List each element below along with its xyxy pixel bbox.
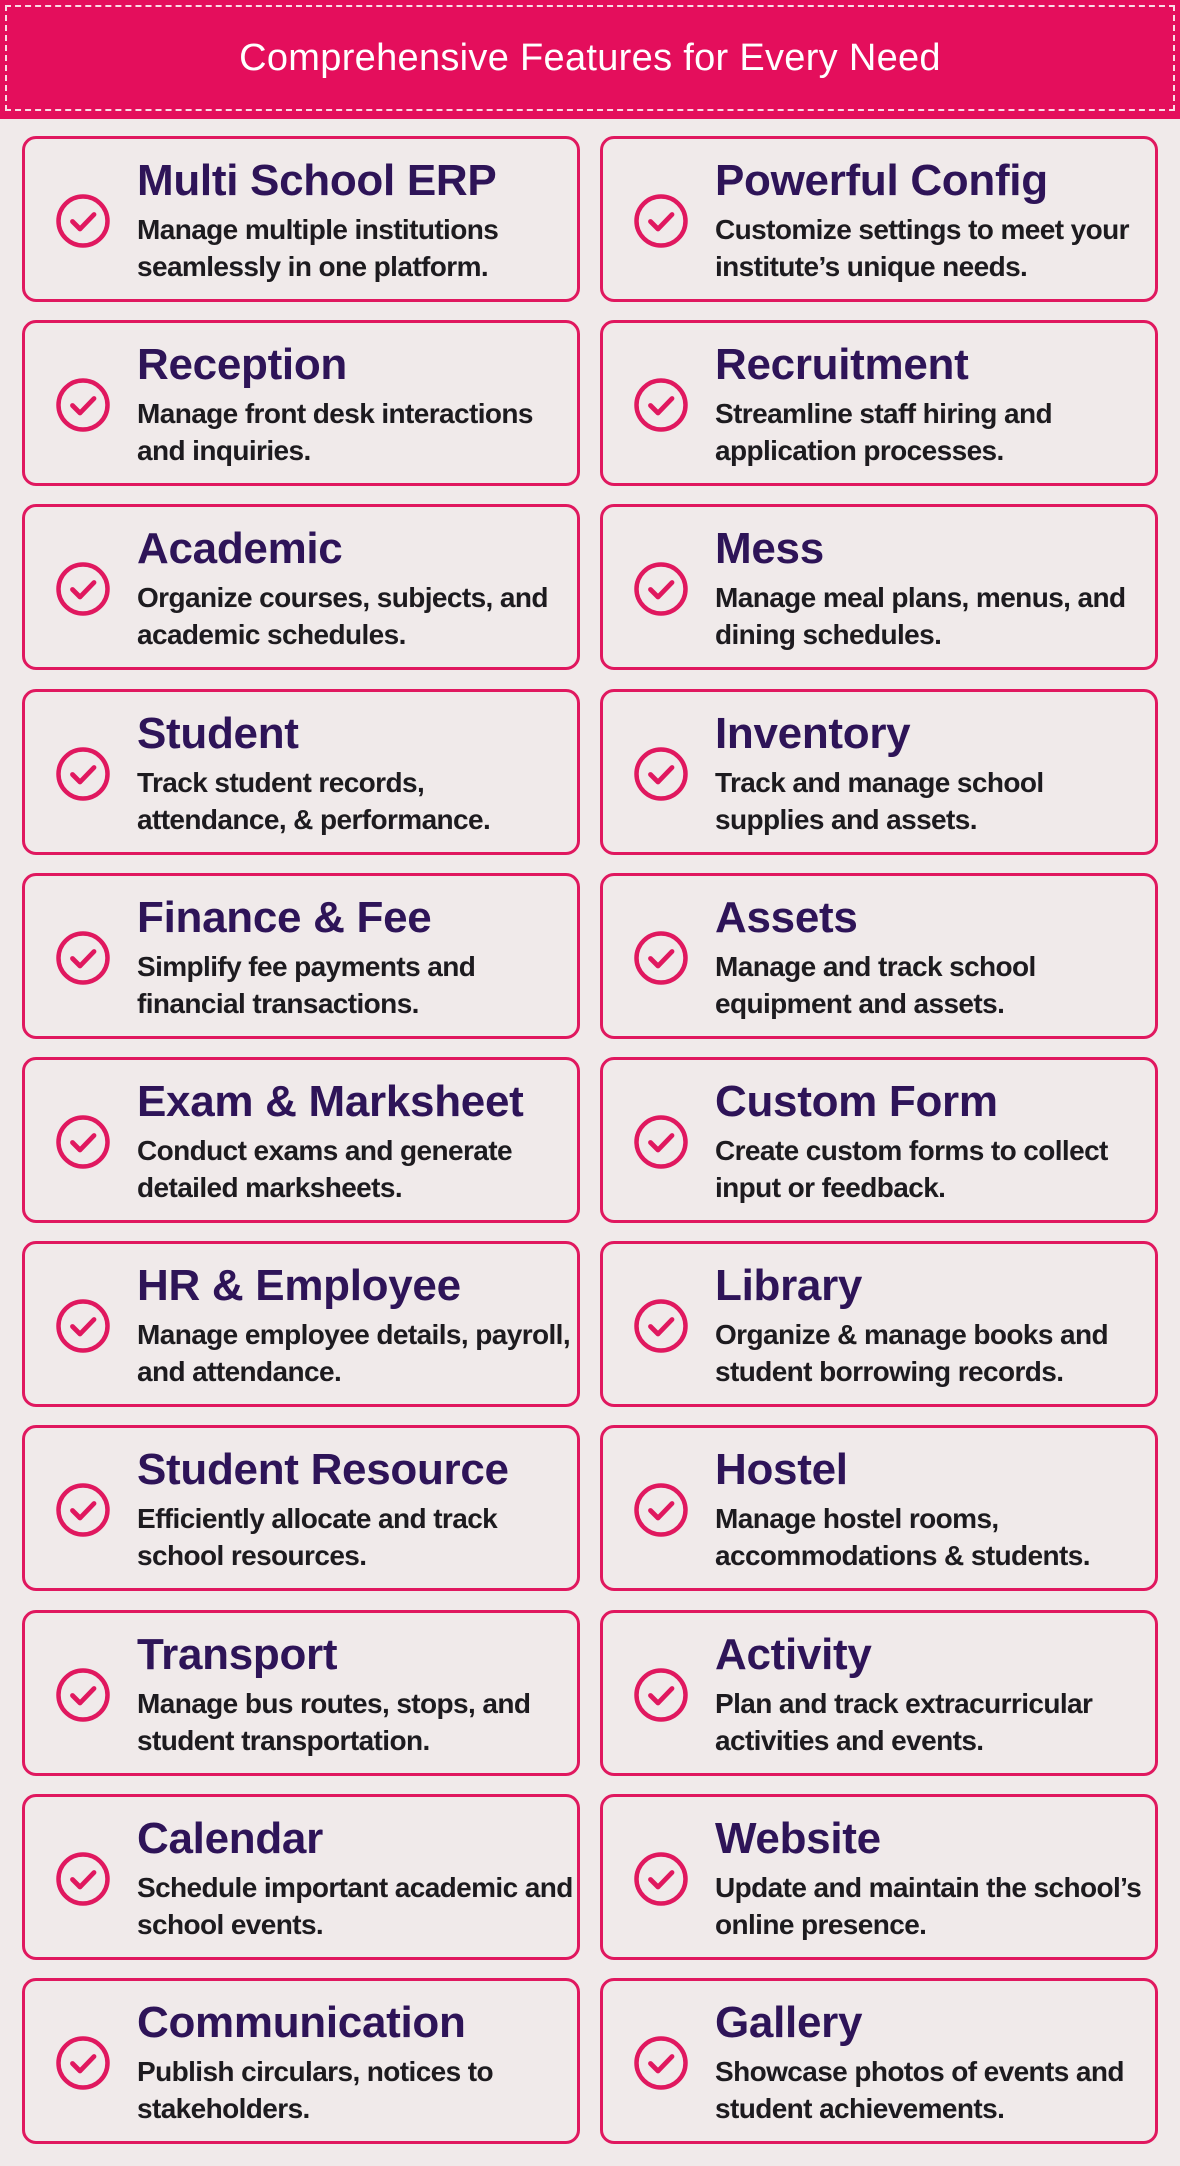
feature-card (22, 1241, 580, 1407)
feature-description: Manage hostel rooms, accommodations & students. (715, 1503, 1090, 1572)
feature-title: Powerful Config (715, 156, 1048, 205)
feature-card (22, 689, 580, 855)
check-circle-icon (633, 1851, 689, 1907)
feature-title: HR & Employee (137, 1261, 461, 1311)
check-circle-icon (55, 2035, 111, 2091)
feature-description: Showcase photos of events and student achievements. (715, 2055, 1124, 2124)
feature-title: Website (715, 1813, 881, 1863)
feature-grid (22, 136, 1158, 2144)
feature-title: Hostel (715, 1445, 848, 1495)
feature-title: Academic (137, 524, 343, 574)
feature-description: Publish circulars, notices to stakeholders. (137, 2055, 494, 2124)
feature-card (22, 1610, 580, 1776)
feature-title: Exam & Marksheet (137, 1076, 524, 1126)
check-circle-icon (633, 1114, 689, 1170)
feature-card (600, 1610, 1158, 1776)
feature-title: Multi School ERP (137, 156, 497, 205)
feature-description: Manage employee details, payroll, and attendance. (137, 1319, 571, 1388)
feature-description: Update and maintain the school’s online presence. (715, 1871, 1142, 1940)
check-circle-icon (55, 746, 111, 802)
feature-card (600, 873, 1158, 1039)
check-circle-icon (55, 561, 111, 617)
feature-card (600, 689, 1158, 855)
feature-card (22, 136, 580, 302)
feature-title: Activity (715, 1629, 872, 1679)
feature-description: Track student records, attendance, & performance. (137, 766, 491, 835)
feature-card (600, 1241, 1158, 1407)
feature-description: Manage front desk interactions and inquiries. (137, 398, 533, 467)
check-circle-icon (633, 193, 689, 249)
feature-title: Transport (137, 1629, 338, 1679)
feature-description: Create custom forms to collect input or feedback. (715, 1134, 1108, 1203)
feature-title: Mess (715, 524, 824, 574)
check-circle-icon (55, 1114, 111, 1170)
feature-description: Manage and track school equipment and assets. (715, 950, 1036, 1019)
check-circle-icon (633, 561, 689, 617)
feature-card (600, 1057, 1158, 1223)
check-circle-icon (55, 1482, 111, 1538)
feature-card (22, 320, 580, 486)
check-circle-icon (55, 193, 111, 249)
feature-title: Student (137, 708, 299, 758)
feature-description: Customize settings to meet your institute’s unique needs. (715, 214, 1129, 282)
feature-card (600, 504, 1158, 670)
feature-card (600, 1425, 1158, 1591)
feature-description: Efficiently allocate and track school resources. (137, 1503, 498, 1572)
feature-card (22, 1794, 580, 1960)
check-circle-icon (633, 1298, 689, 1354)
header-banner (0, 0, 1180, 119)
feature-card (22, 1425, 580, 1591)
feature-title: Calendar (137, 1813, 323, 1863)
feature-title: Inventory (715, 708, 911, 758)
check-circle-icon (633, 746, 689, 802)
check-circle-icon (55, 930, 111, 986)
feature-title: Student Resource (137, 1445, 509, 1495)
check-circle-icon (55, 1851, 111, 1907)
feature-title: Assets (715, 892, 858, 942)
feature-card (22, 873, 580, 1039)
check-circle-icon (55, 377, 111, 433)
feature-description: Manage meal plans, menus, and dining schedules. (715, 582, 1126, 651)
check-circle-icon (633, 377, 689, 433)
feature-title: Communication (137, 1997, 466, 2047)
feature-card (22, 1057, 580, 1223)
feature-description: Conduct exams and generate detailed marksheets. (137, 1134, 512, 1203)
check-circle-icon (55, 1298, 111, 1354)
check-circle-icon (633, 1482, 689, 1538)
feature-card (22, 1978, 580, 2144)
page-title: Comprehensive Features for Every Need (239, 36, 941, 79)
feature-card (600, 136, 1158, 302)
check-circle-icon (633, 2035, 689, 2091)
feature-description: Plan and track extracurricular activities and events. (715, 1687, 1093, 1756)
check-circle-icon (633, 930, 689, 986)
feature-description: Schedule important academic and school events. (137, 1871, 573, 1940)
feature-description: Track and manage school supplies and assets. (715, 766, 1044, 835)
feature-description: Simplify fee payments and financial transactions. (137, 950, 476, 1019)
feature-card (600, 1978, 1158, 2144)
feature-description: Manage bus routes, stops, and student transportation. (137, 1687, 531, 1756)
feature-card (22, 504, 580, 670)
feature-card (600, 320, 1158, 486)
feature-title: Recruitment (715, 340, 969, 390)
feature-description: Streamline staff hiring and application processes. (715, 398, 1052, 467)
feature-title: Custom Form (715, 1076, 998, 1126)
feature-description: Manage multiple institutions seamlessly in one platform. (137, 214, 499, 282)
feature-description: Organize courses, subjects, and academic schedules. (137, 582, 548, 651)
check-circle-icon (55, 1667, 111, 1723)
feature-card (600, 1794, 1158, 1960)
feature-title: Finance & Fee (137, 892, 432, 942)
check-circle-icon (633, 1667, 689, 1723)
feature-description: Organize & manage books and student borrowing records. (715, 1319, 1108, 1388)
feature-title: Library (715, 1261, 863, 1311)
header-banner-frame (5, 5, 1175, 111)
feature-title: Gallery (715, 1997, 863, 2047)
feature-title: Reception (137, 340, 347, 390)
